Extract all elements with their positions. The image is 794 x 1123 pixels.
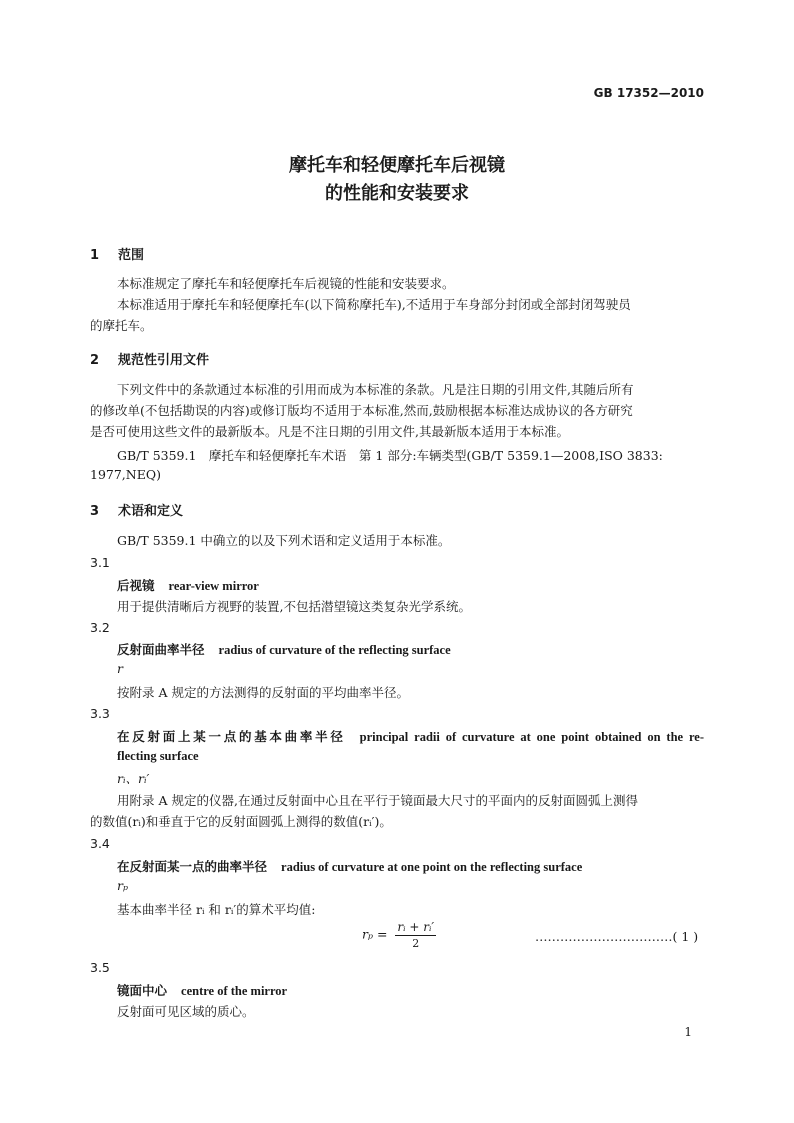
term-symbol: rₚ [117,878,128,893]
term-3-4 [117,857,582,875]
definition: 基本曲率半径 rᵢ 和 rᵢ′的算术平均值: [117,902,316,917]
section-3-heading [90,500,183,519]
term-3-2 [117,640,451,658]
term-3-5 [117,981,287,999]
clause-number: 3.2 [90,620,110,635]
section-title: 规范性引用文件 [118,353,210,368]
term-en: flecting surface [117,749,199,763]
definition: 用于提供清晰后方视野的装置,不包括潜望镜这类复杂光学系统。 [117,599,471,614]
term-zh: 后视镜 [117,578,155,593]
term-en: rear-view mirror [168,579,259,593]
section-number: 3 [90,504,100,519]
paragraph: 的摩托车。 [90,318,153,333]
term-zh: 反射面曲率半径 [117,642,205,657]
formula-number: ……………………………( 1 ) [535,929,699,944]
section-title: 范围 [118,248,145,263]
section-2-heading [90,349,209,368]
term-en: principal radii of curvature at one point obtained on the re- [359,730,704,744]
definition: 反射面可见区域的质心。 [117,1004,255,1019]
standard-number: GB 17352—2010 [593,86,704,100]
term-en: radius of curvature at one point on the reflecting surface [281,860,583,874]
normative-reference: 1977,NEQ) [90,467,161,482]
paragraph: 本标准适用于摩托车和轻便摩托车(以下简称摩托车),不适用于车身部分封闭或全部封闭驾驶员 [117,297,631,312]
clause-number: 3.4 [90,836,110,851]
term-en: radius of curvature of the reflecting surface [218,643,451,657]
definition: 按附录 A 规定的方法测得的反射面的平均曲率半径。 [117,685,409,700]
term-symbol: r [117,661,123,676]
term-en: centre of the mirror [181,984,288,998]
document-title-line1: 摩托车和轻便摩托车后视镜 [289,155,505,176]
definition: 的数值(rᵢ)和垂直于它的反射面圆弧上测得的数值(rᵢ′)。 [90,814,392,829]
section-number: 1 [90,248,100,263]
paragraph: GB/T 5359.1 中确立的以及下列术语和定义适用于本标准。 [117,533,451,548]
term-zh: 镜面中心 [117,983,168,998]
formula-fraction [395,920,436,950]
clause-number: 3.5 [90,960,110,975]
term-zh: 在反射面某一点的曲率半径 [117,859,268,874]
section-title: 术语和定义 [118,504,184,519]
term-en-continued [117,748,199,764]
page-number: 1 [684,1025,692,1039]
paragraph: 本标准规定了摩托车和轻便摩托车后视镜的性能和安装要求。 [117,276,455,291]
section-1-heading [90,244,144,263]
section-number: 2 [90,353,100,368]
term-3-3 [117,727,704,745]
term-3-1 [117,576,259,594]
formula-denominator: 2 [412,937,420,950]
clause-number: 3.1 [90,555,110,570]
paragraph: 是否可使用这些文件的最新版本。凡是不注日期的引用文件,其最新版本适用于本标准。 [90,424,569,439]
formula-lhs: rₚ = [362,926,388,942]
normative-reference: GB/T 5359.1 摩托车和轻便摩托车术语 第 1 部分:车辆类型(GB/T 5359.1—2008,ISO 3833: [117,448,663,463]
term-symbol: rᵢ、rᵢ′ [117,771,150,786]
definition: 用附录 A 规定的仪器,在通过反射面中心且在平行于镜面最大尺寸的平面内的反射面圆弧上测得 [117,793,638,808]
formula [362,920,436,950]
term-zh: 在反射面上某一点的基本曲率半径 [117,729,346,744]
clause-number: 3.3 [90,706,110,721]
paragraph: 的修改单(不包括勘误的内容)或修订版均不适用于本标准,然而,鼓励根据本标准达成协议的各方研究 [90,403,633,418]
paragraph: 下列文件中的条款通过本标准的引用而成为本标准的条款。凡是注日期的引用文件,其随后所有 [117,382,634,397]
formula-numerator: rᵢ + rᵢ′ [397,920,435,934]
document-title-line2: 的性能和安装要求 [325,183,469,204]
